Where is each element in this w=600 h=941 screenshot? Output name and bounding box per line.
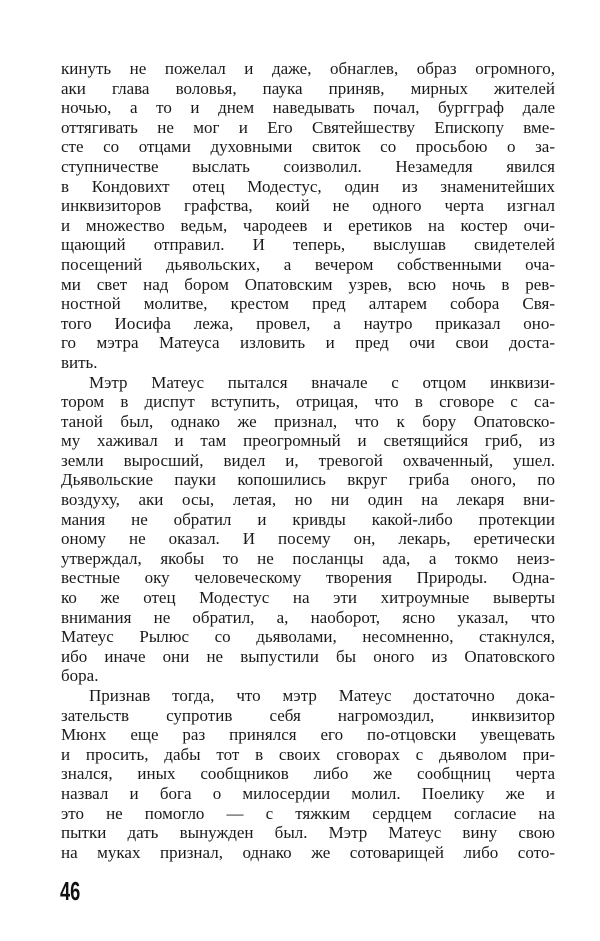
text-line: ибо иначе они не выпустили бы оного из Опатовского: [61, 646, 555, 666]
text-line: тором в диспут вступить, отрицая, что в сговоре с са-: [61, 392, 555, 412]
text-line: бора.: [61, 666, 99, 686]
text-line: вестные оку человеческому творения Природы. Одна-: [61, 568, 555, 588]
text-line: того Иосифа лежа, провел, а наутро приказал оно-: [61, 313, 555, 333]
text-line: на муках признал, однако же сотоварищей либо сото-: [61, 842, 555, 862]
text-line: го мэтра Матеуса изловить и пред очи свои доста-: [61, 333, 555, 353]
text-line: воздуху, аки осы, летая, но ни один на лекаря вни-: [61, 490, 555, 510]
text-line: инквизиторов графства, коий не одного черта изгнал: [61, 196, 555, 216]
text-line: сте со отцами духовными свиток со просьбою о за-: [61, 137, 555, 157]
text-line: и просить, дабы тот в своих сговорах с дьяволом при-: [61, 744, 555, 764]
text-line: щающий отправил. И теперь, выслушав свидетелей: [61, 235, 555, 255]
text-line: назвал и бога о милосердии молил. Поелику же и: [61, 783, 555, 803]
text-line: это не помогло — с тяжким сердцем согласие на: [61, 803, 555, 823]
text-line: мания не обратил и кривды какой-либо протекции: [61, 509, 555, 529]
text-line: вить.: [61, 352, 98, 372]
text-line: утверждал, якобы то не посланцы ада, а токмо неиз-: [61, 548, 555, 568]
text-line: му хаживал и там преогромный и светящийся гриб, из: [61, 431, 555, 451]
text-line: ночью, а то и днем наведывать почал, бургграф дале: [61, 98, 555, 118]
text-line: земли выросший, видел и, тревогой охваченный, ушел.: [61, 450, 555, 470]
text-line: Мэтр Матеус пытался вначале с отцом инквизи-: [89, 372, 555, 392]
text-line: внимания не обратил, а, наоборот, ясно указал, что: [61, 607, 555, 627]
text-line: таной был, однако же признал, что к бору Опатовско-: [61, 411, 555, 431]
text-line: ко же отец Модестус на эти хитроумные выверты: [61, 588, 555, 608]
text-line: ностной молитве, крестом пред алтарем собора Свя-: [61, 294, 555, 314]
text-line: Дьявольские пауки копошились вкруг гриба оного, по: [61, 470, 555, 490]
text-line: зательств супротив себя нагромоздил, инквизитор: [61, 705, 555, 725]
book-page-text: [61, 59, 555, 862]
page-number: 46: [60, 876, 81, 906]
text-line: пытки дать вынужден был. Мэтр Матеус вину свою: [61, 823, 555, 843]
text-line: в Кондовихт отец Модестус, один из знаменитейших: [61, 176, 555, 196]
text-line: знался, иных сообщников либо же сообщниц черта: [61, 764, 555, 784]
text-line: аки глава воловья, паука приняв, мирных жителей: [61, 78, 555, 98]
text-line: оттягивать не мог и Его Святейшеству Епископу вме-: [61, 117, 555, 137]
text-line: Мюнх еще раз принялся его по-отцовски увещевать: [61, 725, 555, 745]
text-line: Матеус Рылюс со дьяволами, несомненно, стакнулся,: [61, 627, 555, 647]
text-line: посещений дьявольских, а вечером собственными оча-: [61, 254, 555, 274]
text-line: Признав тогда, что мэтр Матеус достаточно дока-: [89, 686, 555, 705]
text-line: и множество ведьм, чародеев и еретиков на костер очи-: [61, 215, 555, 235]
text-line: ступничестве выслать соизволил. Незамедля явился: [61, 156, 555, 176]
text-line: кинуть не пожелал и даже, обнаглев, образ огромного,: [61, 59, 555, 78]
text-line: оному не оказал. И посему он, лекарь, еретически: [61, 529, 555, 549]
text-line: ми свет над бором Опатовским узрев, всю ночь в рев-: [61, 274, 555, 294]
